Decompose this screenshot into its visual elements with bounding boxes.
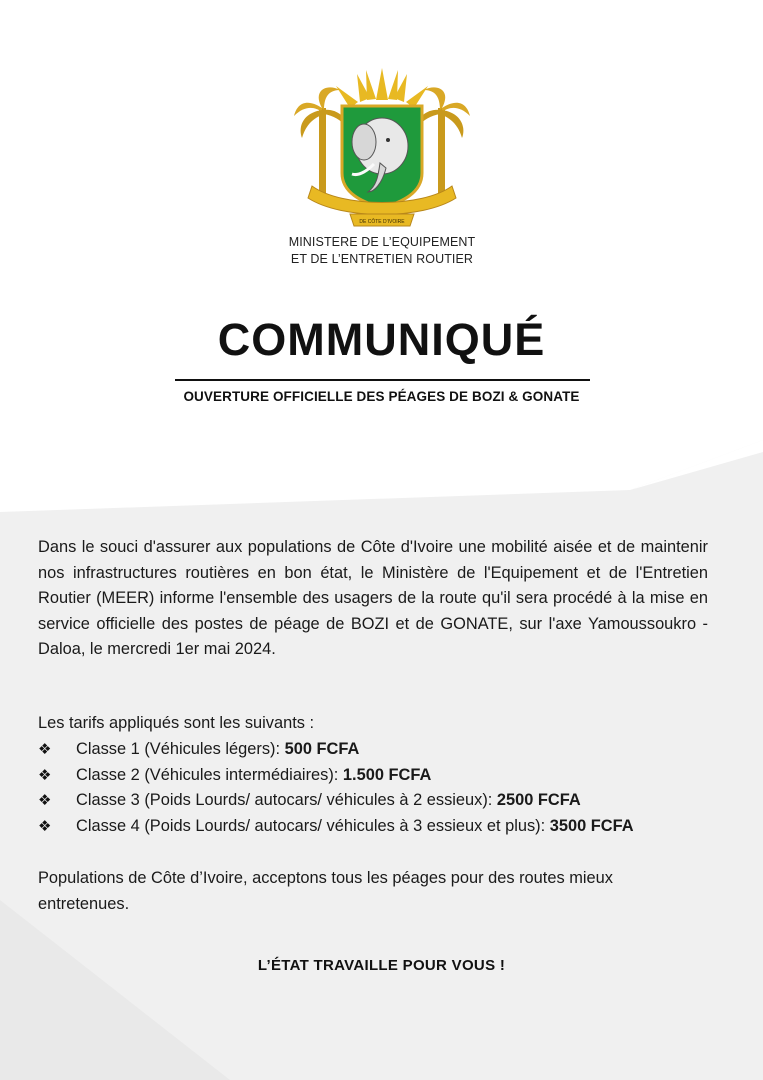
list-item <box>38 788 738 814</box>
palm-tree-right-icon <box>416 87 470 196</box>
page-title: COMMUNIQUÉ <box>217 314 546 365</box>
list-item <box>38 763 738 789</box>
motto: L’ÉTAT TRAVAILLE POUR VOUS ! <box>257 957 506 974</box>
diamond-bullet-icon: ❖ <box>38 792 52 809</box>
ministry-name <box>232 234 532 268</box>
tariff-label: Classe 3 (Poids Lourds/ autocars/ véhicules à 2 essieux): <box>76 791 497 809</box>
ministry-line-1: MINISTERE DE L’EQUIPEMENT <box>288 235 476 249</box>
list-item <box>38 814 738 840</box>
tariff-label: Classe 4 (Poids Lourds/ autocars/ véhicules à 3 essieux et plus): <box>76 816 550 835</box>
tariff-list <box>38 737 738 839</box>
diamond-bullet-icon: ❖ <box>38 766 52 784</box>
tariff-label: Classe 2 (Véhicules intermédiaires): <box>76 765 343 784</box>
body-paragraph: Dans le souci d'assurer aux populations de Côte d'Ivoire une mobilité aisée et de maintenir nos infrastructures routières en bon état, le Ministère de l'Equipement et de l'Entretien Routier (MEER) informe l'ensemble des usagers de la route qu'il sera procédé à la mise en service officielle des postes de péage de BOZI et de GONATE, sur l'axe Yamoussoukro - Daloa, le mercredi 1er mai 2024. <box>38 538 708 658</box>
subtitle: OUVERTURE OFFICIELLE DES PÉAGES DE BOZI & GONATE <box>183 389 580 404</box>
tariff-price: 2500 FCFA <box>496 791 581 809</box>
closing-paragraph: Populations de Côte d’Ivoire, acceptons tous les péages pour des routes mieux entretenues. <box>38 869 613 913</box>
diamond-bullet-icon: ❖ <box>38 741 52 758</box>
emblem-banner-text: DE CÔTE D'IVOIRE <box>359 219 405 225</box>
tariff-label: Classe 1 (Véhicules légers): <box>76 740 285 758</box>
tariffs-intro: Les tarifs appliqués sont les suivants : <box>38 714 315 732</box>
tariff-price: 1.500 FCFA <box>342 765 432 784</box>
coat-of-arms-emblem <box>292 68 472 233</box>
list-item <box>38 737 738 763</box>
ministry-line-2: ET DE L’ENTRETIEN ROUTIER <box>290 252 474 266</box>
diamond-bullet-icon: ❖ <box>38 817 52 835</box>
tariff-price: 500 FCFA <box>284 740 360 758</box>
sun-rays-icon <box>336 68 428 108</box>
palm-tree-left-icon <box>294 87 348 196</box>
tariff-price: 3500 FCFA <box>549 816 634 835</box>
title-underline <box>175 379 590 381</box>
